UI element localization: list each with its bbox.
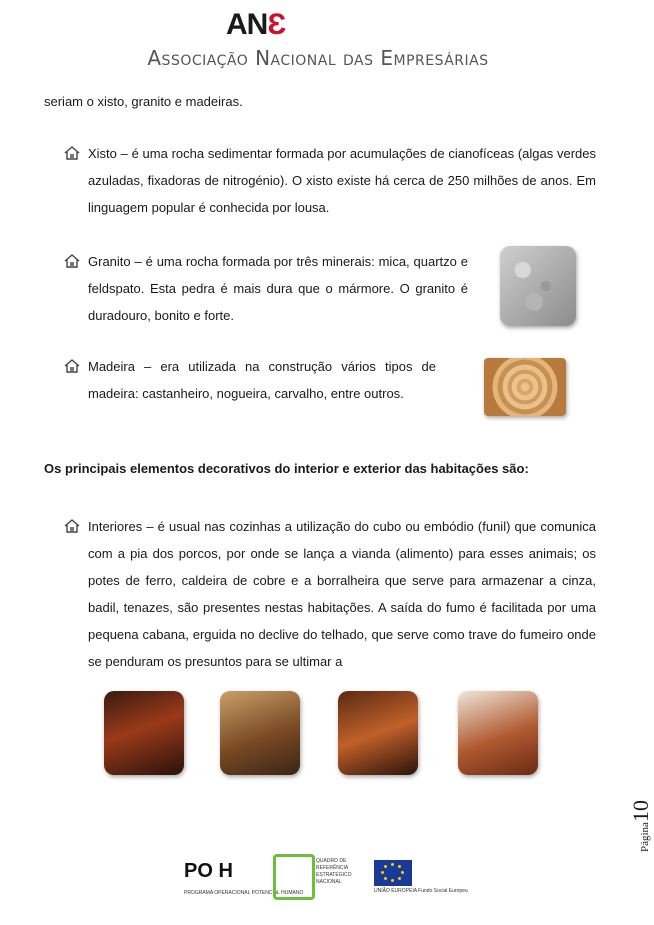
poph-logo: PO H xyxy=(184,860,233,882)
bullet-granito-text: Granito – é uma rocha formada por três minerais: mica, quartzo e feldspato. Esta pedra é mais dura que o mármore. O granito é duradouro, bonito e forte. xyxy=(88,254,468,323)
interior-photo-4 xyxy=(458,691,538,775)
section-heading: Os principais elementos decorativos do interior e exterior das habitações são: xyxy=(44,461,529,476)
logo-letters: AN xyxy=(226,8,268,41)
interior-photo-1 xyxy=(104,691,184,775)
footer-logos xyxy=(0,850,638,910)
bullet-interiores-text: Interiores – é usual nas cozinhas a utilização do cubo ou embódio (funil) que comunica com a pia dos porcos, por onde se lança a vianda (alimento) para esses animais; os potes de ferro, caldeira de cobre e a borralheira que serve para armazenar a cinza, badil, tenazes, são presentes nestas habitações. A saída do fumo é facilitada por uma pequena cabana, erguida no declive do telhado, que serve como trave do fumeiro onde se penduram os presuntos para se ultimar a xyxy=(88,519,596,669)
house-icon xyxy=(64,519,80,533)
qren-text: QUADRO DE REFERÊNCIA ESTRATÉGICO NACIONAL xyxy=(316,858,352,885)
interior-photo-2 xyxy=(220,691,300,775)
page-header xyxy=(0,0,638,80)
ane-logo xyxy=(226,8,285,42)
page-number xyxy=(596,780,653,860)
eu-flag-icon xyxy=(374,860,412,886)
interior-photo-3 xyxy=(338,691,418,775)
organization-name: Associação Nacional das Empresárias xyxy=(147,46,489,70)
page-label: Página xyxy=(639,822,651,852)
house-icon xyxy=(64,359,80,373)
bullet-madeira xyxy=(88,353,436,407)
intro-text: seriam o xisto, granito e madeiras. xyxy=(44,94,243,109)
bullet-granito xyxy=(88,248,468,329)
house-icon xyxy=(64,254,80,268)
house-icon xyxy=(64,146,80,160)
wood-photo xyxy=(484,358,566,416)
poph-subtitle: PROGRAMA OPERACIONAL POTENCIAL HUMANO xyxy=(184,890,304,896)
logo-e: Ɛ xyxy=(267,8,286,41)
page-number-value: 10 xyxy=(628,800,653,823)
qren-logo xyxy=(273,854,315,900)
bullet-xisto-text: Xisto – é uma rocha sedimentar formada por acumulações de cianofíceas (algas verdes azuladas, fixadoras de nitrogénio). O xisto existe há cerca de 250 milhões de anos. Em linguagem popular é conhecida por lousa. xyxy=(88,146,596,215)
bullet-xisto xyxy=(88,140,596,221)
bullet-interiores xyxy=(88,513,596,675)
eu-text: UNIÃO EUROPEIA Fundo Social Europeu xyxy=(374,888,468,894)
granite-photo xyxy=(500,246,576,326)
bullet-madeira-text: Madeira – era utilizada na construção vários tipos de madeira: castanheiro, nogueira, carvalho, entre outros. xyxy=(88,359,436,401)
